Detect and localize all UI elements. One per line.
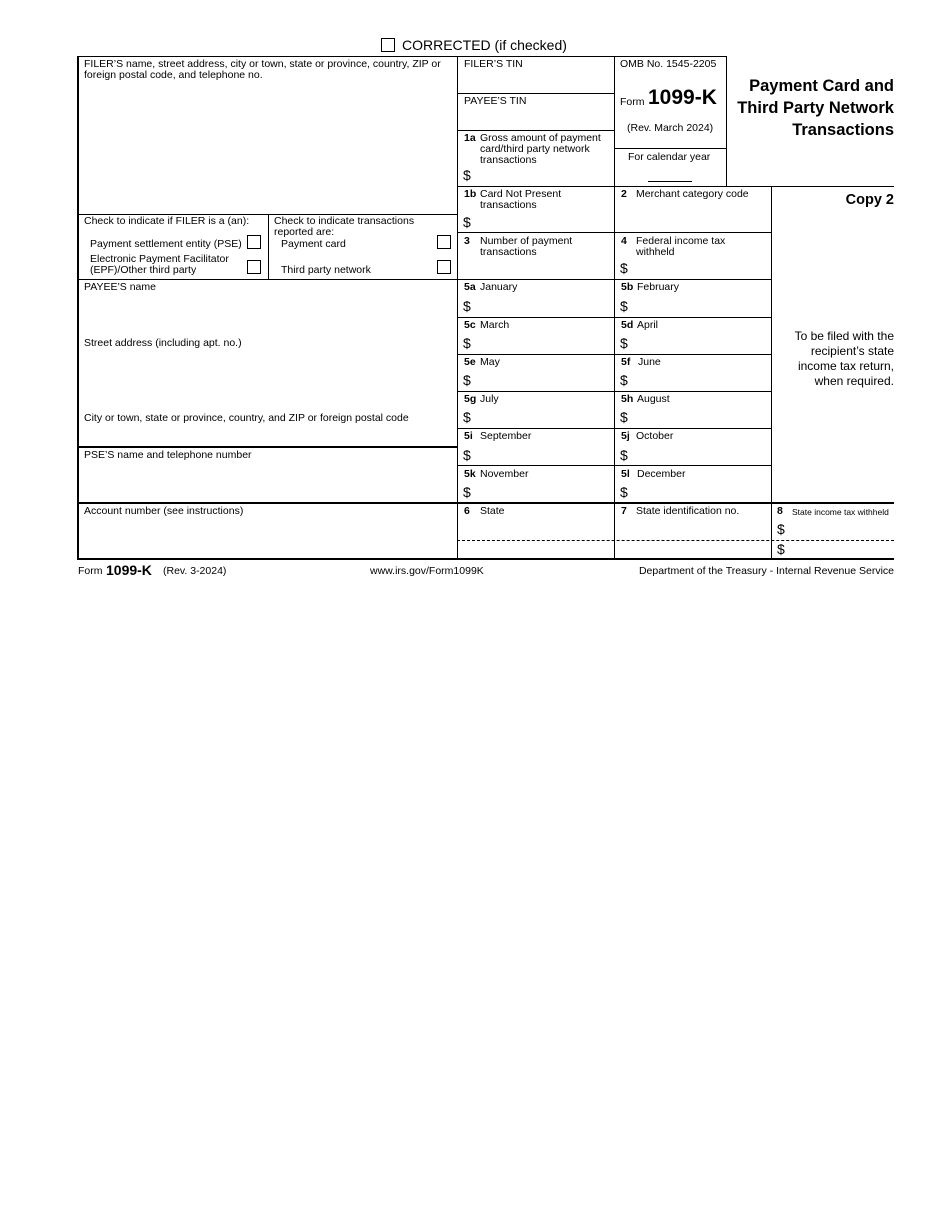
footer-url[interactable]: www.irs.gov/Form1099K xyxy=(370,565,484,577)
box-5j-num: 5j xyxy=(621,430,630,442)
box-5e-dollar: $ xyxy=(463,372,471,388)
line-row-5g xyxy=(457,391,771,392)
box-5g-dollar: $ xyxy=(463,409,471,425)
box-5h-dollar: $ xyxy=(620,409,628,425)
box-5b-label: February xyxy=(637,281,680,293)
line-payee-tin xyxy=(457,130,614,131)
payee-street-label: Street address (including apt. no.) xyxy=(84,337,242,349)
payee-tin-label: PAYEE’S TIN xyxy=(464,95,527,107)
check-filer-label: Check to indicate if FILER is a (an): xyxy=(84,215,250,227)
payee-city-label: City or town, state or province, country, and ZIP or foreign postal code xyxy=(84,412,409,424)
omb-number: OMB No. 1545-2205 xyxy=(620,58,717,70)
dashed-state-line xyxy=(457,540,894,541)
form-title: Payment Card and Third Party Network Transactions xyxy=(737,77,894,139)
box-5j-label: October xyxy=(636,430,674,442)
line-row-5c xyxy=(457,317,771,318)
epf-checkbox[interactable] xyxy=(247,260,261,274)
line-filer-tin xyxy=(457,93,614,94)
pse-name-label: PSE’S name and telephone number xyxy=(84,449,252,461)
box-7-num: 7 xyxy=(621,505,627,517)
box-8-dollar-2: $ xyxy=(777,541,785,557)
line-row-5i xyxy=(457,428,771,429)
line-row-6 xyxy=(77,502,894,504)
box-8-num: 8 xyxy=(777,505,783,517)
box-2-num: 2 xyxy=(621,188,627,200)
box-5g-label: July xyxy=(480,393,499,405)
line-row-1b xyxy=(457,186,894,187)
box-5g-num: 5g xyxy=(464,393,477,405)
box-5e-label: May xyxy=(480,356,500,368)
line-row-3 xyxy=(457,232,771,233)
box-5f-dollar: $ xyxy=(620,372,628,388)
top-border xyxy=(77,56,727,57)
box-5i-num: 5i xyxy=(464,430,473,442)
box-5h-label: August xyxy=(637,393,670,405)
box-1b-num: 1b xyxy=(464,188,477,200)
footer-form-word: Form xyxy=(78,565,103,577)
box-8-dollar-1: $ xyxy=(777,521,785,537)
box-5h-num: 5h xyxy=(621,393,634,405)
box-3-num: 3 xyxy=(464,235,470,247)
box-5c-num: 5c xyxy=(464,319,476,331)
box-5j-dollar: $ xyxy=(620,447,628,463)
footer-form-number: 1099-K xyxy=(106,562,152,578)
copy-label: Copy 2 xyxy=(845,192,894,208)
third-party-checkbox[interactable] xyxy=(437,260,451,274)
box-3-label: Number of payment transactions xyxy=(480,235,573,258)
col-line-3 xyxy=(726,56,727,187)
col-line-2 xyxy=(614,56,615,559)
box-5c-label: March xyxy=(480,319,510,331)
filing-note: To be filed with the recipient’s state income tax return, when required. xyxy=(794,329,894,388)
check-trans-label: Check to indicate transactions reported are: xyxy=(274,215,415,238)
payment-card-label: Payment card xyxy=(281,238,346,250)
line-row-5a xyxy=(77,279,771,280)
calendar-year-label: For calendar year xyxy=(628,151,711,163)
box-7-label: State identification no. xyxy=(636,505,740,517)
box-5f-label: June xyxy=(638,356,661,368)
filer-tin-label: FILER’S TIN xyxy=(464,58,523,70)
corrected-label: CORRECTED (if checked) xyxy=(402,37,567,53)
box-5l-num: 5l xyxy=(621,468,630,480)
year-underline xyxy=(648,181,692,182)
box-1a-num: 1a xyxy=(464,132,476,144)
footer-dept: Department of the Treasury - Internal Revenue Service xyxy=(638,565,894,577)
box-5k-num: 5k xyxy=(464,468,476,480)
form-number: 1099-K xyxy=(648,86,717,109)
line-rev xyxy=(614,148,726,149)
box-2-label: Merchant category code xyxy=(636,188,749,200)
line-row-5e xyxy=(457,354,771,355)
line-row-5k xyxy=(457,465,771,466)
form-word: Form xyxy=(620,96,645,108)
filer-name-label: FILER’S name, street address, city or town, state or province, country, ZIP or foreign postal code, and telephone no. xyxy=(84,58,441,81)
box-4-label: Federal income tax withheld xyxy=(636,235,726,258)
box-5a-num: 5a xyxy=(464,281,476,293)
payment-card-checkbox[interactable] xyxy=(437,235,451,249)
box-5i-label: September xyxy=(480,430,532,442)
box-5a-label: January xyxy=(480,281,518,293)
third-party-label: Third party network xyxy=(281,264,371,276)
footer-rev: (Rev. 3-2024) xyxy=(163,565,227,577)
box-1b-dollar: $ xyxy=(463,214,471,230)
box-1b-label: Card Not Present transactions xyxy=(480,188,562,211)
box-5d-dollar: $ xyxy=(620,335,628,351)
line-pse xyxy=(77,446,457,448)
box-5c-dollar: $ xyxy=(463,335,471,351)
box-5e-num: 5e xyxy=(464,356,476,368)
col-line-1 xyxy=(457,56,458,559)
pse-checkbox[interactable] xyxy=(247,235,261,249)
box-5l-dollar: $ xyxy=(620,484,628,500)
box-8-label: State income tax withheld xyxy=(792,507,889,517)
payee-name-label: PAYEE’S name xyxy=(84,281,156,293)
epf-label: Electronic Payment Facilitator (EPF)/Other third party xyxy=(90,253,229,276)
left-border xyxy=(77,56,79,559)
box-5l-label: December xyxy=(637,468,686,480)
box-5i-dollar: $ xyxy=(463,447,471,463)
box-6-label: State xyxy=(480,505,505,517)
bottom-border xyxy=(77,558,894,560)
corrected-checkbox[interactable] xyxy=(381,38,395,52)
box-6-num: 6 xyxy=(464,505,470,517)
box-5a-dollar: $ xyxy=(463,298,471,314)
box-5k-dollar: $ xyxy=(463,484,471,500)
box-5k-label: November xyxy=(480,468,529,480)
pse-label: Payment settlement entity (PSE) xyxy=(90,238,242,250)
box-5b-dollar: $ xyxy=(620,298,628,314)
box-5f-num: 5f xyxy=(621,356,631,368)
box-5d-num: 5d xyxy=(621,319,634,331)
box-1a-dollar: $ xyxy=(463,167,471,183)
box-4-num: 4 xyxy=(621,235,627,247)
box-5d-label: April xyxy=(637,319,659,331)
account-number-label: Account number (see instructions) xyxy=(84,505,244,517)
box-4-dollar: $ xyxy=(620,260,628,276)
check-divider xyxy=(268,214,269,279)
box-1a-label: Gross amount of payment card/third party network transactions xyxy=(480,132,601,166)
box-5b-num: 5b xyxy=(621,281,634,293)
form-rev: (Rev. March 2024) xyxy=(627,122,714,134)
